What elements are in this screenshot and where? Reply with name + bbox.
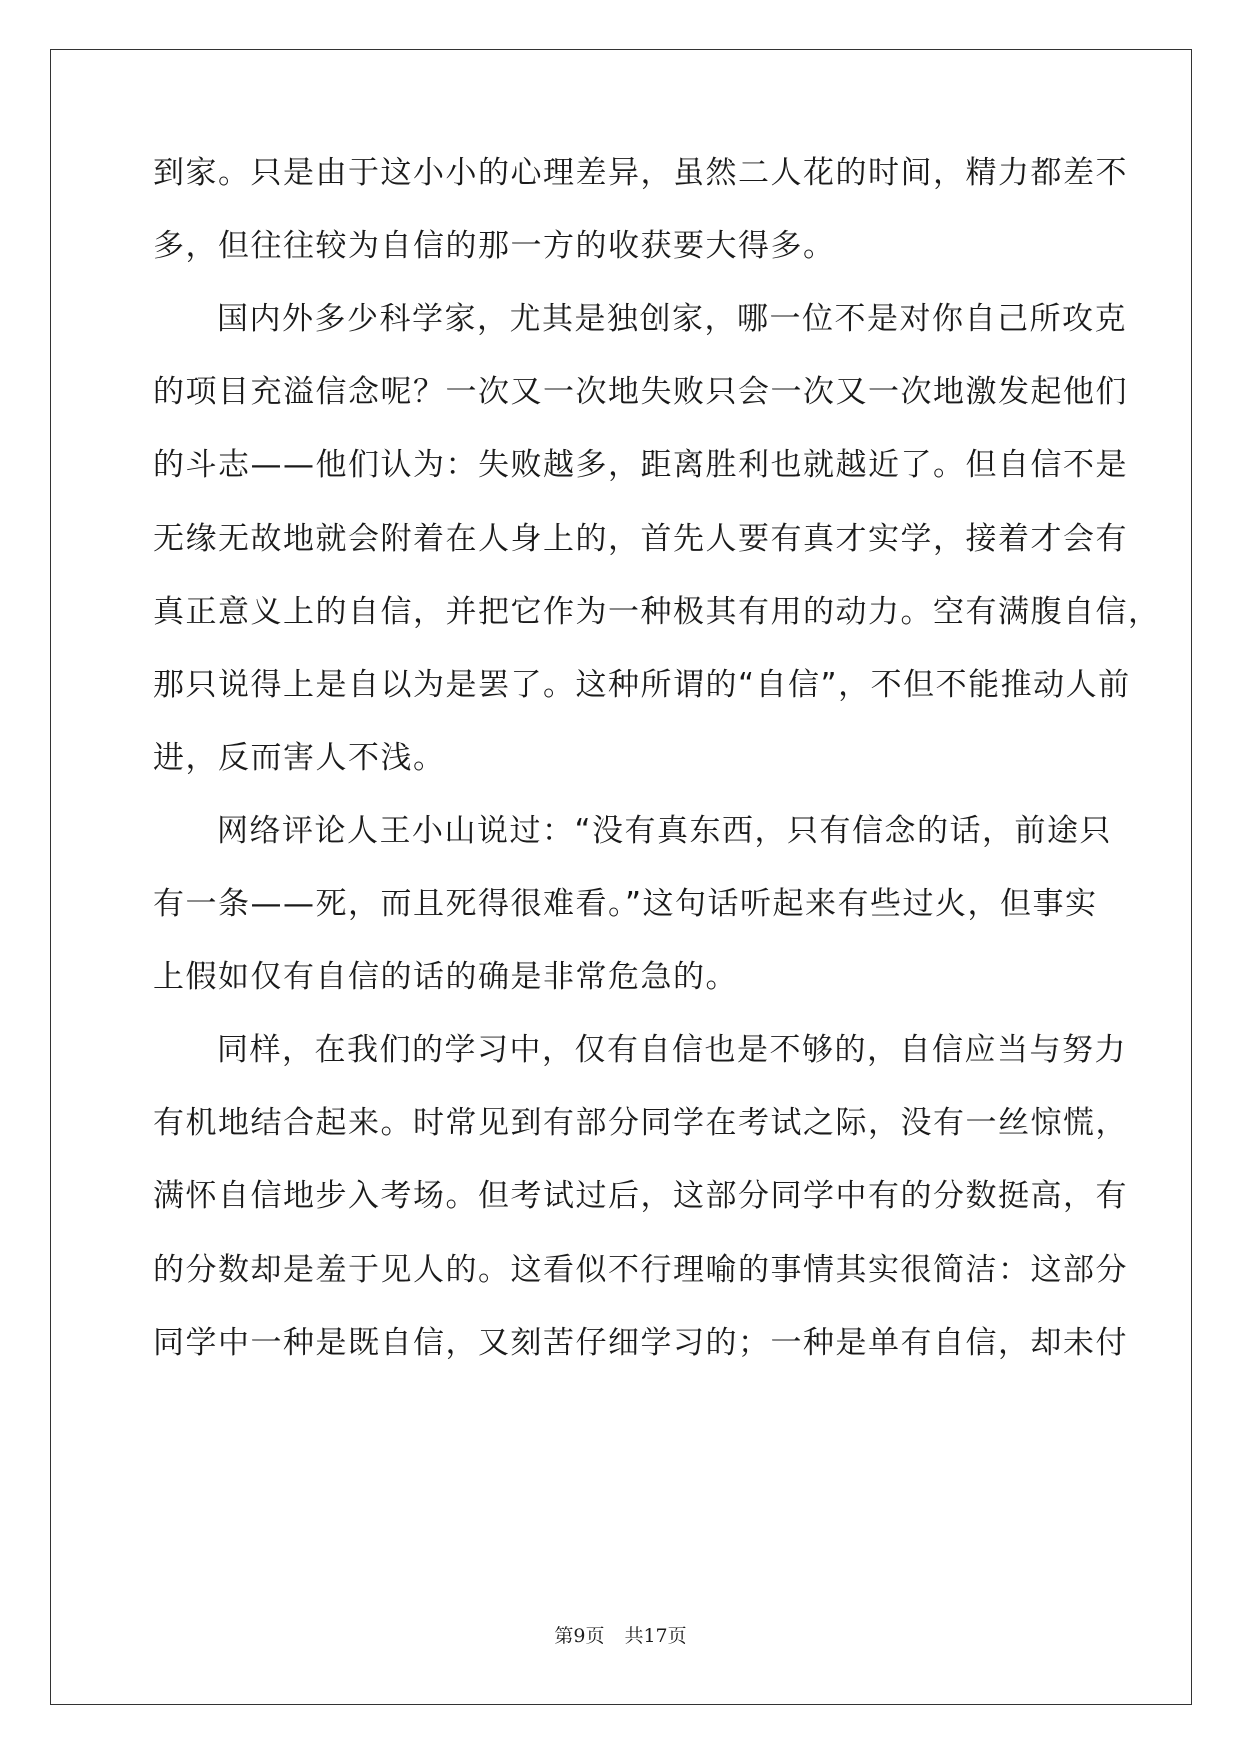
text-line: 同学中一种是既自信，又刻苦仔细学习的；一种是单有自信，却未付	[153, 1325, 1128, 1361]
page-total: 共17页	[624, 1625, 687, 1647]
text-line: 的斗志——他们认为：失败越多，距离胜利也就越近了。但自信不是	[153, 447, 1128, 483]
page-number: 第9页	[554, 1625, 605, 1647]
text-line: 无缘无故地就会附着在人身上的，首先人要有真才实学，接着才会有	[153, 521, 1128, 557]
text-line: 有一条——死，而且死得很难看。”这句话听起来有些过火，但事实	[153, 886, 1098, 922]
text-line: 那只说得上是自以为是罢了。这种所谓的“自信”，不但不能推动人前	[153, 667, 1131, 703]
text-line: 网络评论人王小山说过：“没有真东西，只有信念的话，前途只	[217, 813, 1113, 849]
text-line: 多，但往往较为自信的那一方的收获要大得多。	[153, 228, 836, 264]
text-line: 国内外多少科学家，尤其是独创家，哪一位不是对你自己所攻克	[217, 301, 1127, 337]
text-line: 的项目充溢信念呢？一次又一次地失败只会一次又一次地激发起他们	[153, 374, 1128, 410]
text-line: 有机地结合起来。时常见到有部分同学在考试之际，没有一丝惊慌，	[153, 1105, 1128, 1141]
text-line: 同样，在我们的学习中，仅有自信也是不够的，自信应当与努力	[217, 1032, 1127, 1068]
text-line: 的分数却是羞于见人的。这看似不行理喻的事情其实很简洁：这部分	[153, 1252, 1128, 1288]
text-line: 上假如仅有自信的话的确是非常危急的。	[153, 959, 738, 995]
text-line: 到家。只是由于这小小的心理差异，虽然二人花的时间，精力都差不	[153, 155, 1128, 191]
text-line: 满怀自信地步入考场。但考试过后，这部分同学中有的分数挺高，有	[153, 1178, 1128, 1214]
text-line: 进，反而害人不浅。	[153, 740, 446, 776]
text-line: 真正意义上的自信，并把它作为一种极其有用的动力。空有满腹自信，	[153, 594, 1161, 630]
page-footer	[0, 1624, 1241, 1648]
